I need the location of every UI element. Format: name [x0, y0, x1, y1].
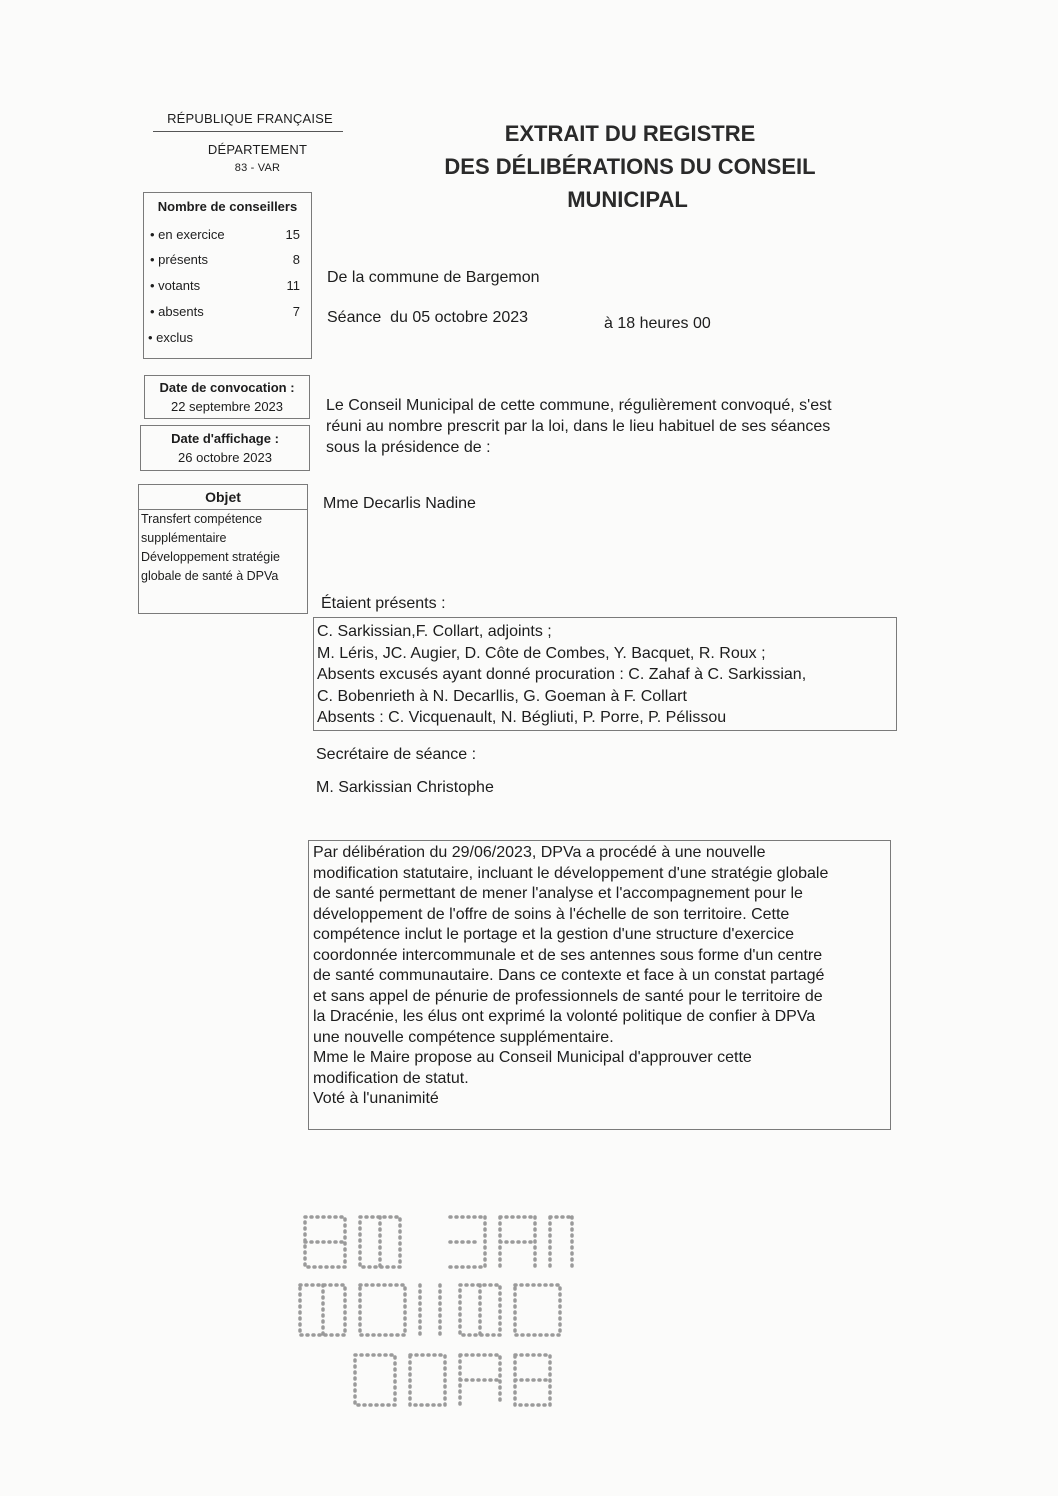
republic-label: RÉPUBLIQUE FRANÇAISE [167, 111, 333, 126]
secretary-name: M. Sarkissian Christophe [316, 779, 494, 796]
row-value: 7 [292, 304, 300, 319]
row-value: 15 [285, 227, 300, 242]
stamp-glyph [305, 1217, 345, 1267]
deliberation-text [313, 843, 889, 1110]
presents-line: C. Bobenrieth à N. Decarllis, G. Goeman à F. Collart [317, 687, 687, 705]
title-line-2: DES DÉLIBÉRATIONS DU CONSEIL [444, 154, 816, 179]
presents-line: Absents : C. Vicquenault, N. Bégliuti, P. Porre, P. Pélissou [317, 709, 727, 726]
secretary-label: Secrétaire de séance : [316, 746, 477, 763]
stamp-glyph [355, 1355, 395, 1405]
stamp-glyph [515, 1285, 560, 1335]
deliberation-line: et sans appel de pénurie de professionnels de santé pour le territoire de [313, 987, 823, 1005]
affichage-date: 26 octobre 2023 [178, 450, 272, 465]
presents-box [313, 617, 897, 731]
row-label: • exclus [148, 330, 194, 345]
presents-line: M. Léris, JC. Augier, D. Côte de Combes, Y. Bacquet, R. Roux ; [317, 644, 766, 662]
commune-text: De la commune de Bargemon [327, 269, 540, 286]
objet-text [141, 510, 280, 586]
objet-box [138, 484, 308, 614]
objet-line: globale de santé à DPVa [141, 569, 279, 583]
row-label: • votants [150, 278, 201, 293]
convocation-label: Date de convocation : [159, 380, 295, 395]
row-label: • absents [150, 304, 204, 319]
convocation-date: 22 septembre 2023 [170, 399, 284, 414]
stamp-glyph [460, 1355, 500, 1405]
republic-underline [153, 131, 343, 132]
president-name: Mme Decarlis Nadine [323, 495, 476, 512]
stamp-glyph [360, 1217, 400, 1267]
seance-time: à 18 heures 00 [604, 315, 711, 332]
objet-label: Objet [205, 489, 241, 505]
seance-text: Séance du 05 octobre 2023 [327, 309, 529, 326]
stamp-glyph [500, 1217, 535, 1267]
presents-label: Étaient présents : [321, 595, 446, 612]
deliberation-line: une nouvelle compétence supplémentaire. [313, 1028, 614, 1046]
objet-line: Transfert compétence [141, 512, 263, 526]
title-line-3: MUNICIPAL [567, 187, 688, 212]
page-title [410, 117, 850, 216]
deliberation-line: de santé communautaire. Dans ce contexte et face à un constat partagé [313, 967, 825, 984]
deliberation-line: développement de l'offre de soins à l'échelle de son territoire. Cette [313, 905, 790, 923]
counsellors-title: Nombre de conseillers [157, 199, 298, 214]
deliberation-box [308, 840, 891, 1130]
department-label: DÉPARTEMENT [207, 142, 308, 157]
presents-line: C. Sarkissian,F. Collart, adjoints ; [317, 623, 552, 640]
affichage-box [140, 425, 310, 471]
row-value: 11 [286, 278, 300, 293]
stamp-glyph [460, 1285, 500, 1335]
affichage-label: Date d'affichage : [171, 431, 279, 446]
stamp-glyph [515, 1355, 550, 1405]
intro-line: sous la présidence de : [326, 439, 491, 456]
deliberation-line: Mme le Maire propose au Conseil Municipal d'approuver cette [313, 1049, 752, 1066]
deliberation-line: modification statutaire, incluant le développement d'une stratégie globale [313, 864, 829, 882]
stamp-glyph [300, 1285, 345, 1335]
presents-line: Absents excusés ayant donné procuration : C. Zahaf à C. Sarkissian, [317, 666, 807, 683]
row-label: • présents [150, 252, 209, 267]
stamp-glyph [420, 1285, 440, 1335]
objet-line: supplémentaire [141, 531, 227, 545]
department-value: 83 - VAR [234, 162, 281, 174]
deliberation-line: modification de statut. [313, 1069, 469, 1087]
row-label: • en exercice [150, 227, 225, 242]
intro-paragraph [326, 395, 886, 458]
deliberation-line: la Dracénie, les élus ont exprimé la volonté politique de confier à DPVa [313, 1008, 816, 1025]
perforation-stamp [285, 1205, 595, 1420]
stamp-glyph [360, 1285, 405, 1335]
deliberation-line: Par délibération du 29/06/2023, DPVa a procédé à une nouvelle [313, 844, 766, 861]
objet-line: Développement stratégie [141, 550, 280, 564]
row-value: 8 [292, 252, 300, 267]
convocation-box [144, 375, 310, 419]
intro-line: Le Conseil Municipal de cette commune, régulièrement convoqué, s'est [326, 397, 832, 414]
stamp-glyph [550, 1217, 572, 1267]
presents-list [317, 621, 806, 729]
stamp-glyph [450, 1217, 485, 1267]
title-line-1: EXTRAIT DU REGISTRE [504, 121, 756, 146]
deliberation-line: de santé permettant de mener l'analyse et l'accompagnement pour le [313, 885, 803, 902]
counsellors-box [143, 192, 312, 359]
deliberation-line: Voté à l'unanimité [313, 1090, 439, 1107]
deliberation-line: compétence inclut le portage et la gestion d'une structure d'exercice [313, 926, 795, 943]
deliberation-line: coordonnée intercommunale et de ses antennes sous forme d'un centre [313, 946, 823, 964]
stamp-glyph [410, 1355, 445, 1405]
intro-line: réuni au nombre prescrit par la loi, dans le lieu habituel de ses séances [326, 418, 831, 435]
